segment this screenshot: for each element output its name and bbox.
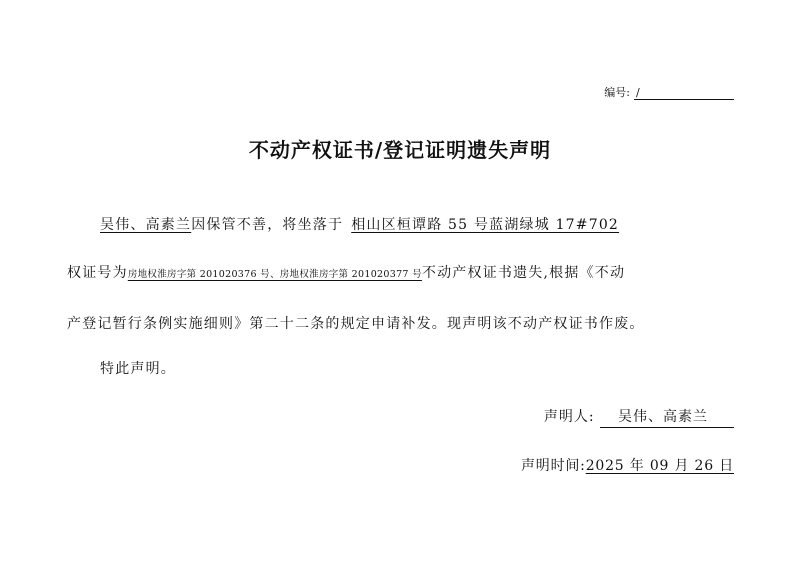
number-label: 编号: <box>604 86 630 99</box>
statement-text-a: 因保管不善，将坐落于 <box>191 217 344 233</box>
statement-text-b: 权证号为 <box>67 265 128 281</box>
page-title: 不动产权证书/登记证明遗失声明 <box>248 138 552 162</box>
certificate-numbers: 房地权淮房字第 201020376 号、房地权淮房字第 201020377 号 <box>127 269 422 280</box>
number-value: / <box>634 87 734 100</box>
closing-text: 特此声明。 <box>100 361 176 377</box>
time-value: 2025 年 09 月 26 日 <box>585 458 734 474</box>
paragraph-line-3: 产登记暂行条例实施细则》第二十二条的规定申请补发。现声明该不动产权证书作废。 <box>67 316 645 332</box>
paragraph-line-2 <box>67 262 625 282</box>
paragraph-line-1 <box>100 214 619 234</box>
document-number <box>604 84 734 100</box>
statement-text-c: 不动产权证书遗失,根据《不动 <box>421 265 626 281</box>
time-label: 声明时间: <box>520 458 586 474</box>
declaration-time-row <box>521 455 734 475</box>
owners-names: 吴伟、高素兰 <box>100 217 192 233</box>
declarant-label: 声明人: <box>543 409 595 425</box>
declarant-row <box>544 406 734 428</box>
declarant-value: 吴伟、高素兰 <box>600 406 734 428</box>
property-address: 相山区桓谭路 55 号蓝湖绿城 17#702 <box>351 217 620 233</box>
